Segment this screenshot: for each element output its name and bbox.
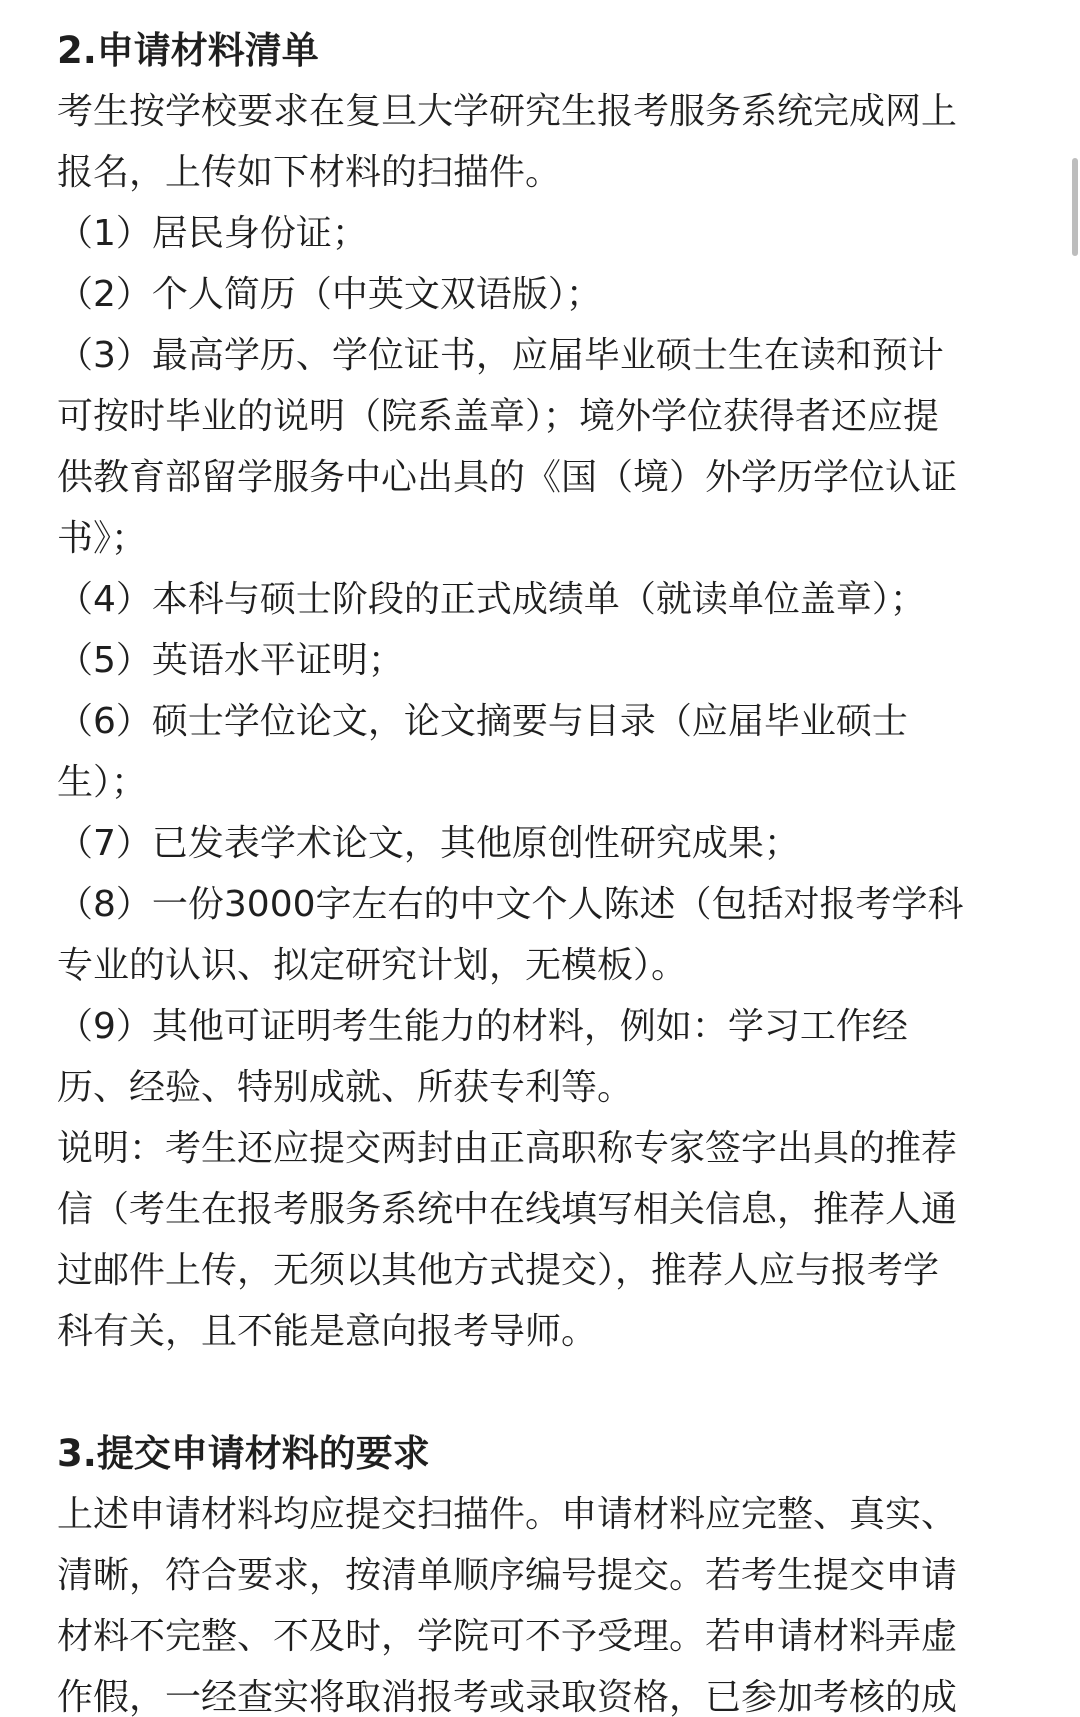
section-application-materials-list: [57, 20, 1027, 1362]
list-item-line: （3）最高学历、学位证书，应届毕业硕士生在读和预计: [57, 335, 944, 376]
note-line: 说明：考生还应提交两封由正高职称专家签字出具的推荐: [57, 1128, 958, 1169]
paragraph-line: 材料不完整、不及时，学院可不予受理。若申请材料弄虚: [57, 1616, 958, 1657]
note-line: 科有关，且不能是意向报考导师。: [57, 1311, 598, 1352]
list-item-line: （7）已发表学术论文，其他原创性研究成果；: [57, 823, 800, 864]
list-item-line: 可按时毕业的说明（院系盖章）；境外学位获得者还应提: [57, 396, 940, 437]
list-item-line: （1）居民身份证；: [57, 213, 368, 254]
section-spacer: [57, 1362, 1027, 1423]
list-item-line: 供教育部留学服务中心出具的《国（境）外学历学位认证: [57, 457, 958, 498]
document-content: [57, 20, 1027, 1717]
list-item-line: 历、经验、特别成就、所获专利等。: [57, 1067, 634, 1108]
paragraph-line: 清晰，符合要求，按清单顺序编号提交。若考生提交申请: [57, 1555, 958, 1596]
list-item-line: 专业的认识、拟定研究计划，无模板）。: [57, 945, 688, 986]
list-item-line: （6）硕士学位论文，论文摘要与目录（应届毕业硕士: [57, 701, 908, 742]
section-submission-requirements: [57, 1423, 1027, 1717]
list-item-line: （4）本科与硕士阶段的正式成绩单（就读单位盖章）；: [57, 579, 926, 620]
paragraph-line: 作假，一经查实将取消报考或录取资格，已参加考核的成: [57, 1677, 958, 1717]
note-line: 过邮件上传，无须以其他方式提交），推荐人应与报考学: [57, 1250, 940, 1291]
list-item-line: （8）一份3000字左右的中文个人陈述（包括对报考学科: [57, 884, 964, 925]
list-item-line: （2）个人简历（中英文双语版）；: [57, 274, 602, 315]
paragraph-line: 考生按学校要求在复旦大学研究生报考服务系统完成网上: [57, 91, 958, 132]
list-item-line: （9）其他可证明考生能力的材料，例如：学习工作经: [57, 1006, 908, 1047]
scrollbar-thumb[interactable]: [1072, 158, 1078, 256]
paragraph-line: 报名，上传如下材料的扫描件。: [57, 152, 562, 193]
list-item-line: 书》；: [57, 518, 148, 559]
list-item-line: （5）英语水平证明；: [57, 640, 404, 681]
note-line: 信（考生在报考服务系统中在线填写相关信息，推荐人通: [57, 1189, 958, 1230]
paragraph-line: 上述申请材料均应提交扫描件。申请材料应完整、真实、: [57, 1494, 958, 1535]
vertical-scrollbar[interactable]: [1066, 0, 1080, 1717]
list-item-line: 生）；: [57, 762, 148, 803]
section-heading: 2.申请材料清单: [57, 29, 319, 72]
section-heading: 3.提交申请材料的要求: [57, 1432, 430, 1475]
